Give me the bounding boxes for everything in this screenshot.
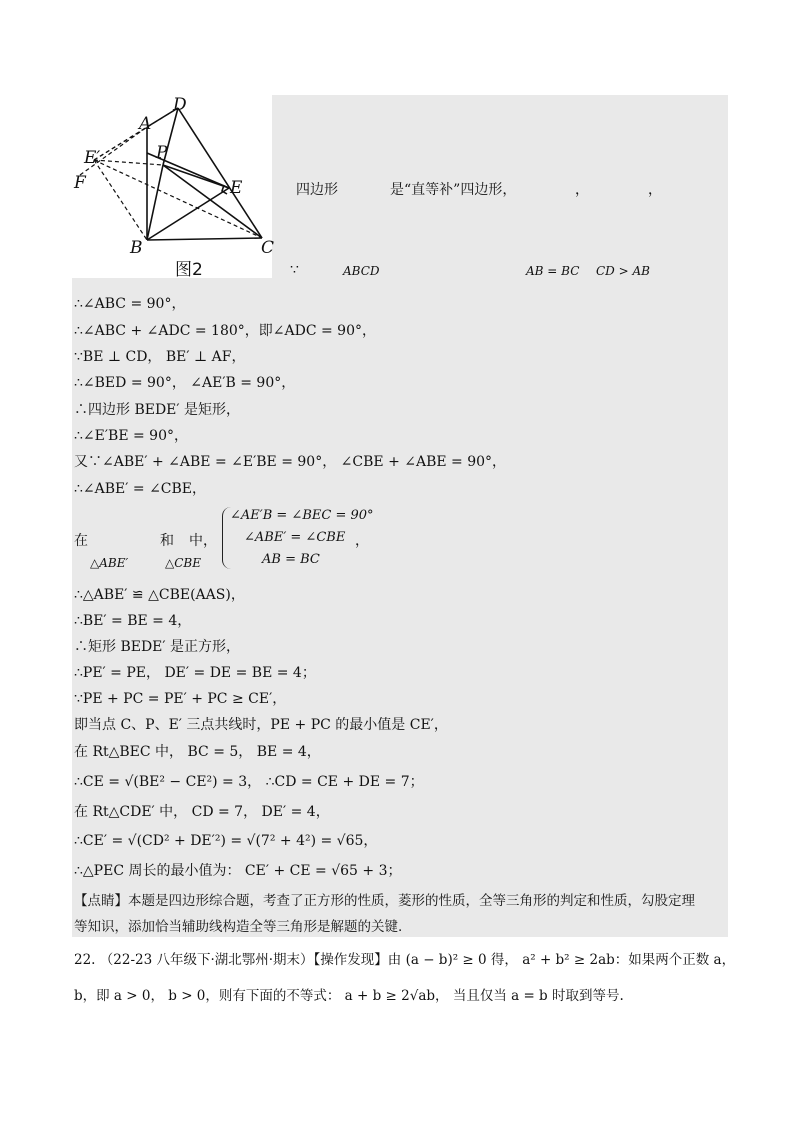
proof2-line-6: 即当点 C、P、E′ 三点共线时，PE + PC 的最小值是 CE′， <box>74 717 448 733</box>
system-eq2: ∠ABE′ = ∠CBE <box>244 530 346 545</box>
proof-line-4: ∴∠BED = 90°， ∠AE′B = 90°， <box>74 375 296 391</box>
system-trail: ， <box>355 533 369 549</box>
label-a: A <box>139 114 152 134</box>
edge-bp <box>147 165 163 240</box>
proof-line-6: ∴∠E′BE = 90°， <box>74 428 188 444</box>
proof2-line-7: 在 Rt△BEC 中， BC = 5， BE = 4， <box>74 744 321 760</box>
intro-comma2: ， <box>648 182 662 198</box>
system-tri2: △CBE <box>165 556 201 570</box>
label-eprime: E′ <box>84 148 101 168</box>
comment-line-2: 等知识，添加恰当辅助线构造全等三角形是解题的关键. <box>74 919 403 935</box>
proof2-line-4: ∴PE′ = PE， DE′ = DE = BE = 4； <box>74 665 316 681</box>
geometry-figure <box>72 95 275 278</box>
proof-line-5: ∴四边形 BEDE′ 是矩形， <box>74 402 241 418</box>
proof2-line-10: ∴CE′ = √(CD² + DE′²) = √(7² + 4²) = √65， <box>74 833 378 849</box>
intro-part2: 是“直等补”四边形， <box>390 182 517 198</box>
intro-ab-bc: AB = BC <box>526 264 580 278</box>
label-b: B <box>130 238 143 258</box>
edge-bc <box>147 238 262 240</box>
edge-be <box>147 188 229 240</box>
q22-line-1: 22. （22-23 八年级下·湖北鄂州·期末）【操作发现】由 (a − b)² ≥ 0 得， a² + b² ≥ 2ab：如果两个正数 a， <box>74 952 736 968</box>
proof-line-7: 又∵∠ABE′ + ∠ABE = ∠E′BE = 90°， ∠CBE + ∠ABE = 90°， <box>74 454 507 470</box>
intro-comma1: ， <box>575 182 589 198</box>
figure-svg <box>72 95 275 278</box>
system-mid: 中， <box>189 533 217 549</box>
label-c: C <box>261 238 275 258</box>
proof-line-3: ∵BE ⊥ CD， BE′ ⊥ AF， <box>74 349 246 365</box>
dashed-e-p <box>94 160 163 165</box>
intro-because: ∵ <box>290 262 299 278</box>
label-d: D <box>173 95 187 115</box>
system-eq1: ∠AE′B = ∠BEC = 90° <box>230 508 374 523</box>
proof2-line-2: ∴BE′ = BE = 4， <box>74 613 192 629</box>
edge-pc <box>163 165 262 238</box>
proof2-line-8: ∴CE = √(BE² − CE²) = 3， ∴CD = CE + DE = 7； <box>74 774 424 790</box>
system-tri1: △ABE′ <box>90 556 129 570</box>
system-and: 和 <box>160 533 174 549</box>
proof-line-8: ∴∠ABE′ = ∠CBE， <box>74 481 207 497</box>
q22-line-2: b，即 a > 0， b > 0，则有下面的不等式： a + b ≥ 2√ab， 当且仅当 a = b 时取到等号. <box>74 988 624 1004</box>
proof2-line-5: ∵PE + PC = PE′ + PC ≥ CE′， <box>74 691 287 707</box>
comment-line-1: 【点睛】本题是四边形综合题，考查了正方形的性质，菱形的性质，全等三角形的判定和性质，勾股定理 <box>74 893 695 909</box>
label-p: P <box>156 143 168 163</box>
figure-caption: 图2 <box>175 260 203 280</box>
system-in: 在 <box>74 533 88 549</box>
intro-part1: 四边形 <box>296 182 338 198</box>
proof2-line-11: ∴△PEC 周长的最小值为： CE′ + CE = √65 + 3； <box>74 863 402 879</box>
system-eq3: AB = BC <box>262 552 320 567</box>
edge-dc <box>178 108 262 238</box>
proof2-line-9: 在 Rt△CDE′ 中， CD = 7， DE′ = 4， <box>74 804 330 820</box>
proof2-line-3: ∴矩形 BEDE′ 是正方形， <box>74 639 241 655</box>
intro-cd-ab: CD > AB <box>596 264 650 278</box>
label-e: E <box>230 178 243 198</box>
label-f: F <box>74 173 86 193</box>
proof2-line-1: ∴△ABE′ ≌ △CBE(AAS)， <box>74 587 245 603</box>
proof-line-2: ∴∠ABC + ∠ADC = 180°，即∠ADC = 90°， <box>74 323 376 339</box>
intro-abcd: ABCD <box>343 264 380 278</box>
proof-line-1: ∴∠ABC = 90°， <box>74 296 186 312</box>
